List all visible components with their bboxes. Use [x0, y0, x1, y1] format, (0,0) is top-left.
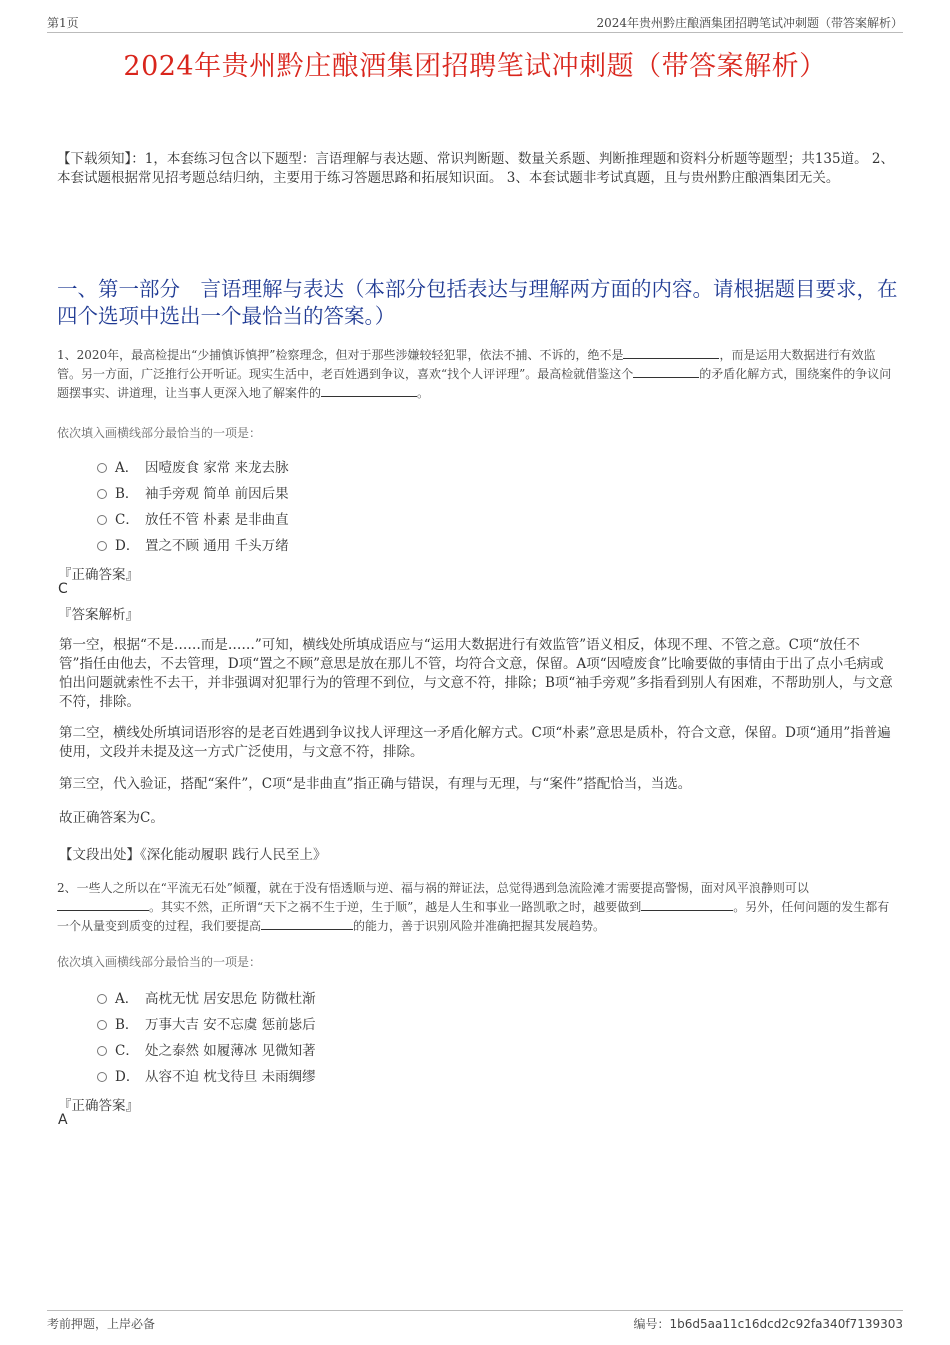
- question-1-prompt: 依次填入画横线部分最恰当的一项是：: [57, 426, 262, 440]
- section-heading: 一、第一部分 言语理解与表达（本部分包括表达与理解两方面的内容。请根据题目要求，在四个选项中选出一个最恰当的答案。）: [57, 277, 898, 328]
- analysis-paragraph: 第二空，横线处所填词语形容的是老百姓遇到争议找人评理这一矛盾化解方式。C项“朴素”意思是质朴，符合文意，保留。D项“通用”指普遍使用，文段并未提及这一方式广泛使用，与文意不符，排除。: [59, 725, 891, 760]
- document-code: 编号：1b6d5aa11c16dcd2c92fa340f7139303: [633, 1317, 903, 1331]
- question-1-stem: [57, 346, 892, 403]
- question-1-option-c[interactable]: C． 放任不管 朴素 是非曲直: [97, 508, 289, 528]
- radio-icon[interactable]: [97, 463, 107, 473]
- header-doc-title: 2024年贵州黔庄酿酒集团招聘笔试冲刺题（带答案解析）: [596, 16, 903, 30]
- page-header: [47, 14, 903, 32]
- header-divider: [47, 32, 903, 33]
- fill-blank: [623, 346, 719, 359]
- fill-blank: [633, 365, 699, 378]
- fill-blank: [321, 384, 417, 397]
- radio-icon[interactable]: [97, 1046, 107, 1056]
- answer-label: 『正确答案』: [58, 567, 139, 583]
- page-title: 2024年贵州黔庄酿酒集团招聘笔试冲刺题（带答案解析）: [123, 51, 827, 82]
- analysis-paragraph: 第三空，代入验证，搭配“案件”，C项“是非曲直”指正确与错误，有理与无理，与“案件”搭配恰当，当选。: [59, 776, 692, 792]
- question-text: ，而是运用大数据进行有效监管。另一方面，广泛推行公开听证。现实生活中，老百姓遇到争议，喜欢“找个人评评理”。最高检就借鉴这个: [57, 348, 876, 381]
- radio-icon[interactable]: [97, 489, 107, 499]
- question-text: 。另外，任何问题的发生都有一个从量变到质变的过程，我们要提高: [57, 900, 890, 933]
- fill-blank: [641, 898, 733, 911]
- question-2-option-b[interactable]: B． 万事大吉 安不忘虞 惩前毖后: [97, 1013, 316, 1033]
- fill-blank: [261, 917, 353, 930]
- radio-icon[interactable]: [97, 994, 107, 1004]
- question-text: 的能力，善于识别风险并准确把握其发展趋势。: [353, 919, 606, 933]
- page-footer: [47, 1315, 903, 1333]
- question-text: 1、2020年，最高检提出“少捕慎诉慎押”检察理念，但对于那些涉嫌较轻犯罪，依法不捕、不诉的，绝不是: [57, 348, 624, 362]
- footer-divider: [47, 1310, 903, 1311]
- question-text: 。其实不然，正所谓“天下之祸不生于逆，生于顺”，越是人生和事业一路凯歌之时，越要做到: [149, 900, 642, 914]
- question-1-option-a[interactable]: A． 因噎废食 家常 来龙去脉: [97, 456, 289, 476]
- source-citation: 【文段出处】《深化能动履职 践行人民至上》: [59, 847, 327, 863]
- analysis-paragraph: 第一空，根据“不是……而是……”可知，横线处所填成语应与“运用大数据进行有效监管”语义相反，体现不理、不管之意。C项“放任不管”指任由他去，不去管理，D项“置之不顾”意思是放在那儿不管，均符合文意，保留。A项“因噎废食”比喻要做的事情由于出了点小毛病或怕出问题就索性不去干，并非强调对犯罪行为的管理不到位，与文意不符，排除；B项“袖手旁观”多指看到别人有困难，不帮助别人，与文意不符，排除。: [59, 637, 893, 710]
- page-number: 第1页: [47, 16, 79, 30]
- answer-label: 『正确答案』: [58, 1098, 139, 1114]
- analysis-conclusion: 故正确答案为C。: [59, 810, 164, 826]
- footer-slogan: 考前押题，上岸必备: [47, 1317, 156, 1331]
- question-text: 2、一些人之所以在“平流无石处”倾覆，就在于没有悟透顺与逆、福与祸的辩证法，总觉得遇到急流险滩才需要提高警惕，面对风平浪静则可以: [57, 881, 809, 895]
- question-2-option-a[interactable]: A． 高枕无忧 居安思危 防微杜渐: [97, 987, 316, 1007]
- correct-answer: C: [58, 581, 68, 597]
- radio-icon[interactable]: [97, 1020, 107, 1030]
- download-notice: 【下载须知】：1，本套练习包含以下题型：言语理解与表达题、常识判断题、数量关系题、判断推理题和资料分析题等题型；共135道。 2、本套试题根据常见招考题总结归纳，主要用于练习答题思路和拓展知识面。 3、本套试题非考试真题，且与贵州黔庄酿酒集团无关。: [57, 151, 894, 186]
- radio-icon[interactable]: [97, 1072, 107, 1082]
- question-2-option-c[interactable]: C． 处之泰然 如履薄冰 见微知著: [97, 1039, 316, 1059]
- question-text: 的矛盾化解方式，围绕案件的争议问题摆事实、讲道理，让当事人更深入地了解案件的: [57, 367, 892, 400]
- question-2-stem: [57, 879, 892, 936]
- radio-icon[interactable]: [97, 541, 107, 551]
- radio-icon[interactable]: [97, 515, 107, 525]
- question-1-option-b[interactable]: B． 袖手旁观 简单 前因后果: [97, 482, 289, 502]
- question-1-option-d[interactable]: D． 置之不顾 通用 千头万绪: [97, 534, 289, 554]
- correct-answer: A: [58, 1112, 68, 1128]
- question-text: 。: [417, 386, 430, 400]
- fill-blank: [57, 898, 149, 911]
- question-2-option-d[interactable]: D． 从容不迫 枕戈待旦 未雨绸缪: [97, 1065, 316, 1085]
- analysis-label: 『答案解析』: [58, 607, 139, 623]
- question-2-prompt: 依次填入画横线部分最恰当的一项是：: [57, 955, 262, 969]
